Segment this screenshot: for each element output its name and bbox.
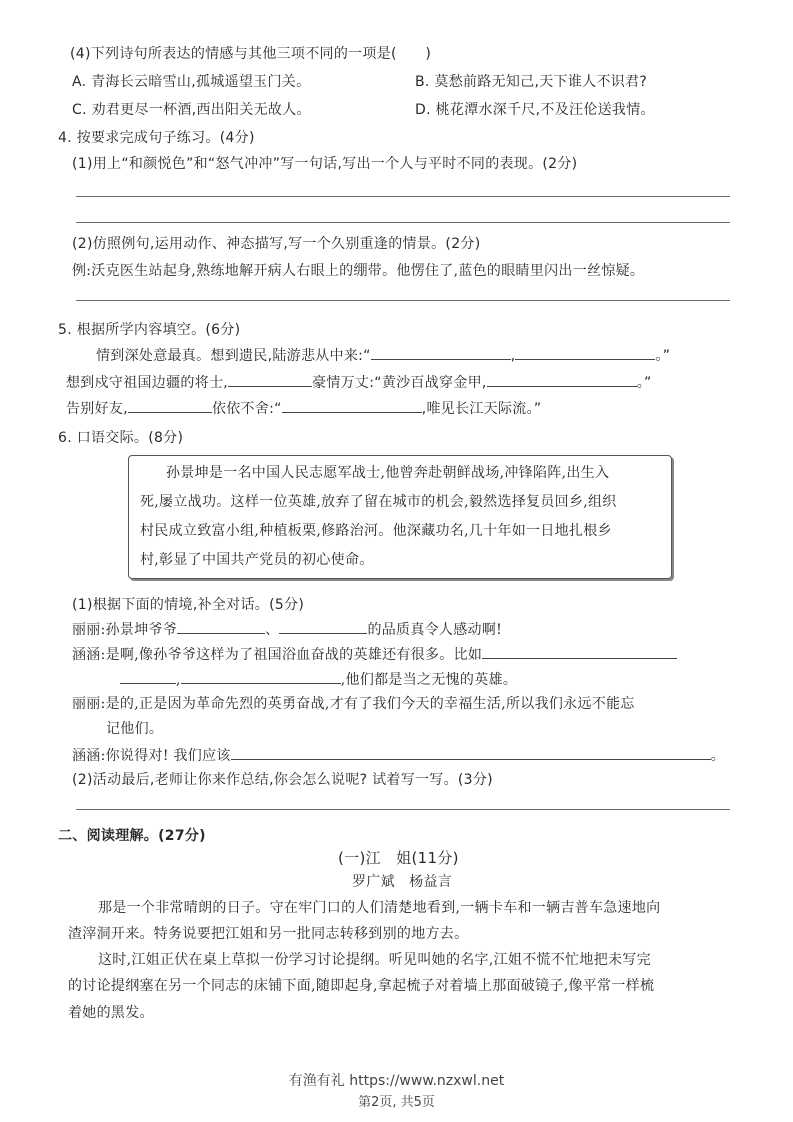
option-c: C. 劝君更尽一杯酒,西出阳关无故人。 <box>72 102 311 118</box>
question-6-title: 6. 口语交际。(8分) <box>58 430 184 446</box>
fill-blank[interactable] <box>231 745 711 760</box>
dialogue-line: 记他们。 <box>106 721 164 737</box>
dialogue-text: 丽丽:孙景坤爷爷 <box>72 622 178 638</box>
option-a: A. 青海长云暗雪山,孤城遥望玉门关。 <box>72 74 311 90</box>
story-line: 死,屡立战功。这样一位英雄,放弃了留在城市的机会,毅然选择复员回乡,组织 <box>140 494 617 510</box>
story-line: 村,彰显了中国共产党员的初心使命。 <box>140 552 374 568</box>
fill-blank[interactable] <box>487 372 637 387</box>
dialogue-text: 。 <box>710 748 726 764</box>
dialogue-text: ,他们都是当之无愧的英雄。 <box>340 672 518 688</box>
fill-blank[interactable] <box>282 398 422 413</box>
dialogue-line <box>72 644 677 665</box>
answer-line[interactable] <box>76 222 730 223</box>
story-line: 孙景坤是一名中国人民志愿军战士,他曾奔赴朝鲜战场,冲锋陷阵,出生入 <box>166 465 610 481</box>
fill-text: 豪情万丈:“黄沙百战穿金甲, <box>312 375 487 391</box>
fill-text: 。” <box>636 375 652 391</box>
question-4-sub2: (2)仿照例句,运用动作、神态描写,写一个久别重逢的情景。(2分) <box>72 236 481 252</box>
fill-blank[interactable] <box>228 372 312 387</box>
passage-title: (一)江 姐(11分) <box>338 849 459 867</box>
fill-blank[interactable] <box>128 398 212 413</box>
fill-blank[interactable] <box>177 619 265 634</box>
fill-blank[interactable] <box>371 345 511 360</box>
fill-text: 告别好友, <box>66 401 128 417</box>
fill-blank[interactable] <box>482 644 677 659</box>
dialogue-text: 涵涵:你说得对! 我们应该 <box>72 748 231 764</box>
dialogue-line: 丽丽:是的,正是因为革命先烈的英勇奋战,才有了我们今天的幸福生活,所以我们永远不能忘 <box>72 696 635 712</box>
dialogue-text: 涵涵:是啊,像孙爷爷这样为了祖国浴血奋战的英雄还有很多。比如 <box>72 647 483 663</box>
fill-text: 依依不舍:“ <box>211 401 282 417</box>
fill-text: ,唯见长江天际流。” <box>421 401 542 417</box>
dialogue-text: 的品质真令人感动啊! <box>367 622 503 638</box>
question-6-sub2: (2)活动最后,老师让你来作总结,你会怎么说呢? 试着写一写。(3分) <box>72 772 493 788</box>
fill-text: , <box>510 348 516 364</box>
fill-line-3 <box>66 398 541 419</box>
option-b: B. 莫愁前路无知己,天下谁人不识君? <box>415 74 648 90</box>
dialogue-line <box>72 745 725 766</box>
page-number: 第2页, 共5页 <box>358 1095 435 1110</box>
dialogue-text: 、 <box>265 622 280 638</box>
dialogue-text: , <box>176 672 181 688</box>
question-stem: (4)下列诗句所表达的情感与其他三项不同的一项是( ) <box>70 46 432 62</box>
dialogue-line <box>120 669 517 690</box>
question-4-sub1: (1)用上“和颜悦色”和“怒气冲冲”写一句话,写出一个人与平时不同的表现。(2分) <box>72 156 578 172</box>
passage-line: 渣滓洞开来。特务说要把江姐和另一批同志转移到别的地方去。 <box>68 926 469 942</box>
passage-line: 着她的黑发。 <box>68 1005 154 1021</box>
fill-blank[interactable] <box>181 669 341 684</box>
fill-text: 想到戍守祖国边疆的将士, <box>66 375 229 391</box>
section-title: 二、阅读理解。(27分) <box>58 828 206 844</box>
example-sentence: 例:沃克医生站起身,熟练地解开病人右眼上的绷带。他愣住了,蓝色的眼睛里闪出一丝惊疑。 <box>72 263 645 279</box>
fill-line-2 <box>66 372 652 393</box>
passage-line: 那是一个非常晴朗的日子。守在牢门口的人们清楚地看到,一辆卡车和一辆吉普车急速地向 <box>98 900 661 916</box>
dialogue-line <box>72 619 502 640</box>
answer-line[interactable] <box>76 300 730 301</box>
question-4-title: 4. 按要求完成句子练习。(4分) <box>58 130 255 146</box>
watermark-link[interactable]: 有渔有礼 https://www.nzxwl.net <box>288 1073 505 1089</box>
fill-text: 。” <box>655 348 671 364</box>
passage-line: 的讨论提纲塞在另一个同志的床铺下面,随即起身,拿起梳子对着墙上那面破镜子,像平常一样梳 <box>68 978 655 994</box>
fill-blank[interactable] <box>120 669 176 684</box>
passage-line: 这时,江姐正伏在桌上草拟一份学习讨论提纲。听见叫她的名字,江姐不慌不忙地把未写完 <box>98 952 651 968</box>
fill-text: 情到深处意最真。想到遗民,陆游悲从中来:“ <box>96 348 371 364</box>
answer-line[interactable] <box>76 196 730 197</box>
option-d: D. 桃花潭水深千尺,不及汪伦送我情。 <box>415 102 655 118</box>
passage-authors: 罗广斌 杨益言 <box>352 874 453 890</box>
question-5-title: 5. 根据所学内容填空。(6分) <box>58 322 241 338</box>
fill-blank[interactable] <box>279 619 367 634</box>
question-6-sub1: (1)根据下面的情境,补全对话。(5分) <box>72 597 305 613</box>
answer-line[interactable] <box>76 809 730 810</box>
fill-line-1 <box>96 345 670 366</box>
fill-blank[interactable] <box>515 345 655 360</box>
story-line: 村民成立致富小组,种植板栗,修路治河。他深藏功名,几十年如一日地扎根乡 <box>140 523 612 539</box>
